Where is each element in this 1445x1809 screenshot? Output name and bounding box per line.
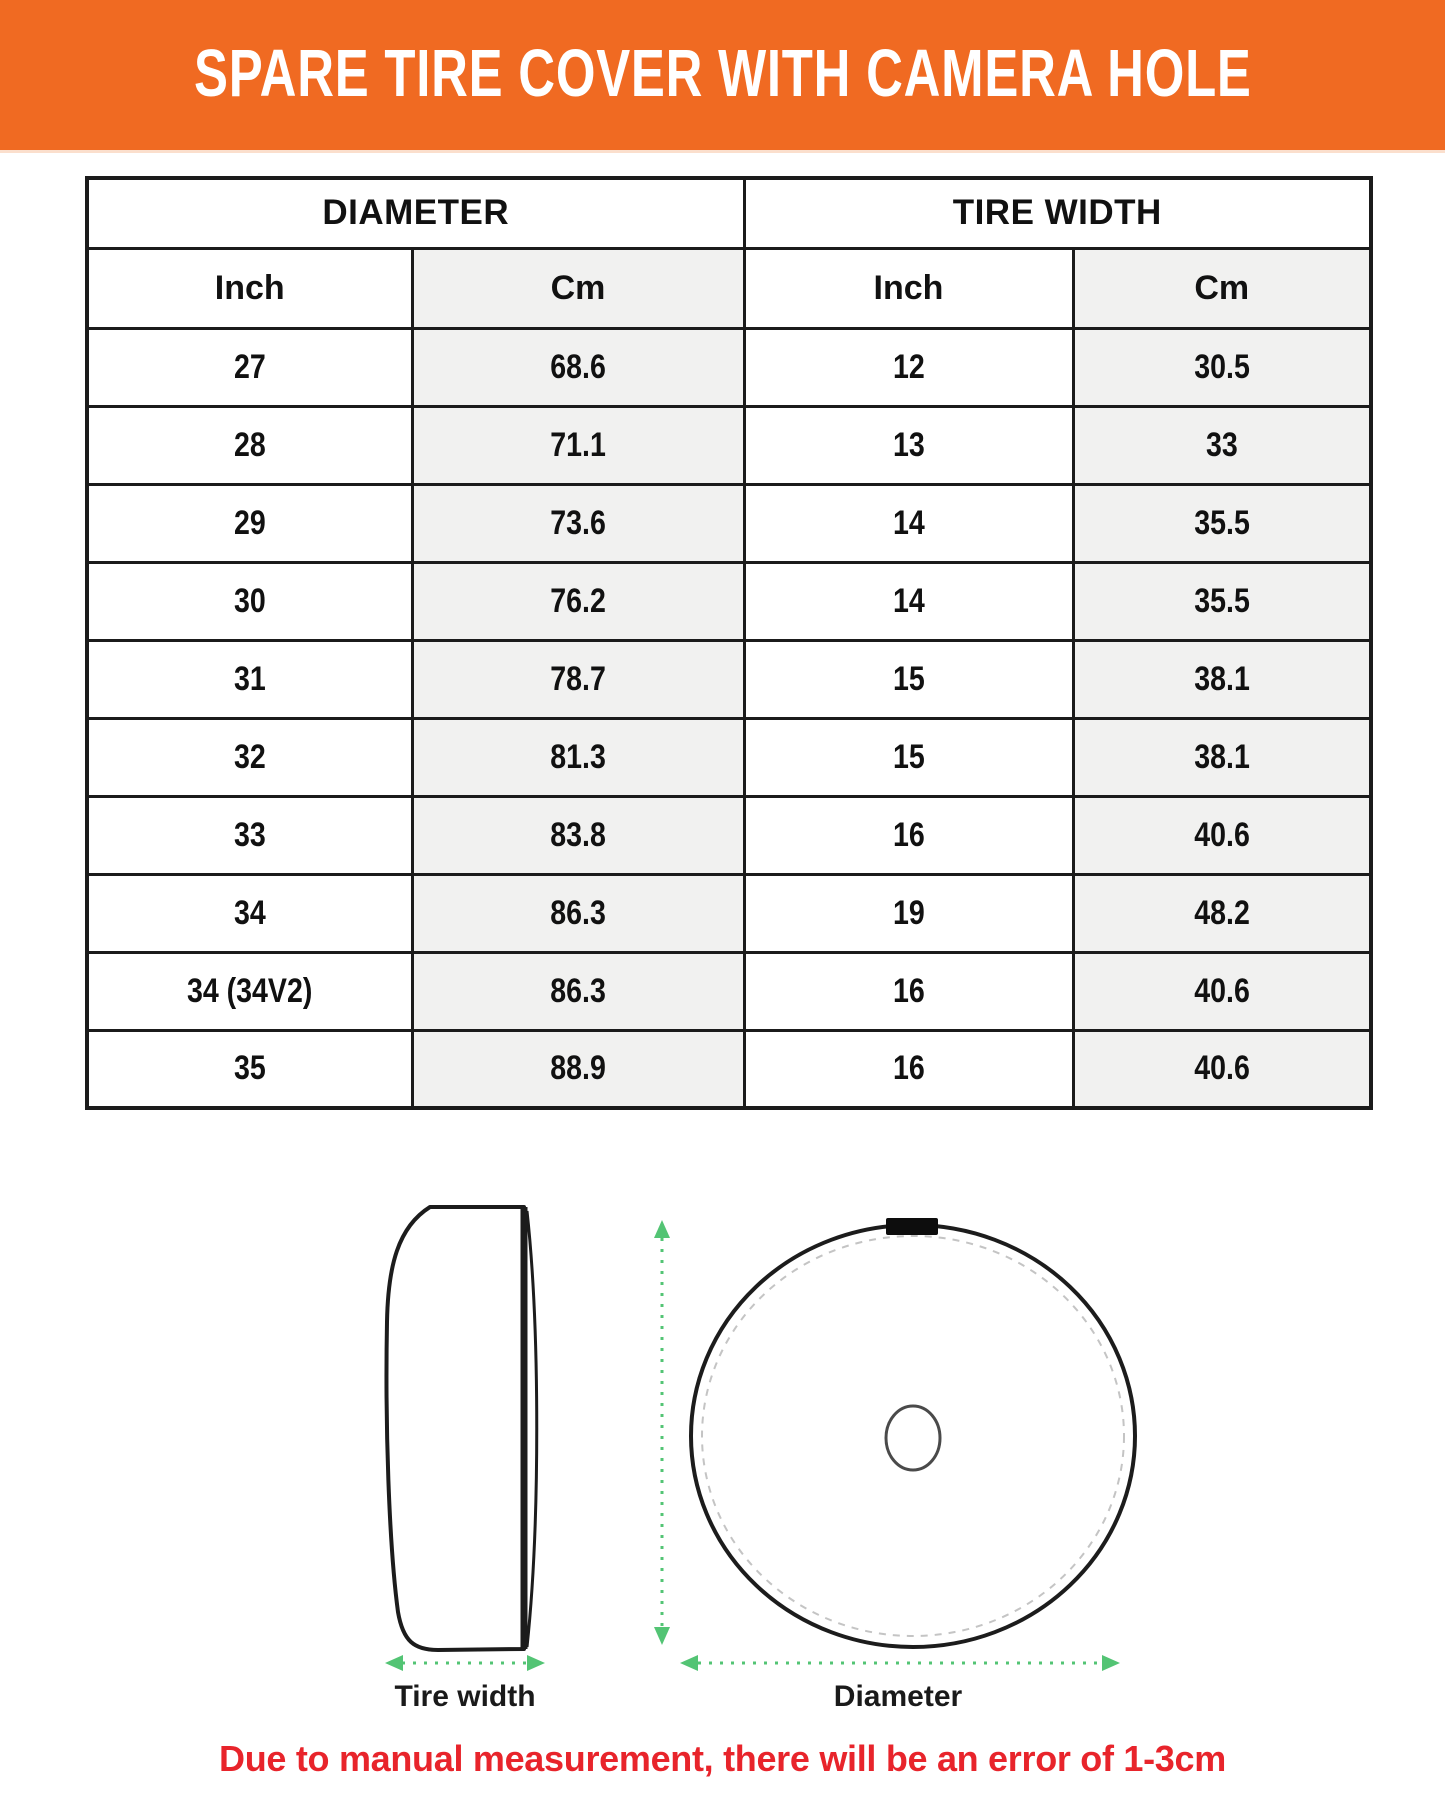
table-cell: 34 bbox=[87, 874, 412, 952]
table-cell: 38.1 bbox=[1073, 640, 1371, 718]
table-cell: 16 bbox=[744, 796, 1073, 874]
table-cell: 31 bbox=[87, 640, 412, 718]
table-row bbox=[87, 718, 1371, 796]
table-cell: 13 bbox=[744, 406, 1073, 484]
table-cell: 30.5 bbox=[1073, 328, 1371, 406]
table-cell: 33 bbox=[1073, 406, 1371, 484]
table-cell: 35 bbox=[87, 1030, 412, 1108]
table-cell: 14 bbox=[744, 484, 1073, 562]
table-cell: 86.3 bbox=[412, 874, 744, 952]
table-cell: 73.6 bbox=[412, 484, 744, 562]
height-arrow bbox=[654, 1220, 670, 1645]
table-row bbox=[87, 328, 1371, 406]
table-cell: 34 (34V2) bbox=[87, 952, 412, 1030]
table-cell: 28 bbox=[87, 406, 412, 484]
table-cell: 40.6 bbox=[1073, 1030, 1371, 1108]
tire-width-label: Tire width bbox=[394, 1680, 536, 1713]
size-table bbox=[85, 176, 1373, 1110]
group-header-tire-width: TIRE WIDTH bbox=[744, 178, 1371, 248]
page-title: SPARE TIRE COVER WITH CAMERA HOLE bbox=[193, 35, 1252, 111]
camera-hole bbox=[886, 1406, 940, 1470]
banner-edge bbox=[0, 150, 1445, 153]
group-header-row bbox=[87, 178, 1371, 248]
group-header-diameter: DIAMETER bbox=[87, 178, 744, 248]
column-header-cm-2: Cm bbox=[1073, 248, 1371, 328]
table-cell: 86.3 bbox=[412, 952, 744, 1030]
table-cell: 68.6 bbox=[412, 328, 744, 406]
table-cell: 19 bbox=[744, 874, 1073, 952]
table-cell: 78.7 bbox=[412, 640, 744, 718]
column-header-inch-1: Inch bbox=[87, 248, 412, 328]
table-body bbox=[87, 328, 1371, 1108]
table-row bbox=[87, 952, 1371, 1030]
table-row bbox=[87, 640, 1371, 718]
table-row bbox=[87, 484, 1371, 562]
size-table-wrapper bbox=[85, 176, 1369, 1110]
table-row bbox=[87, 1030, 1371, 1108]
table-cell: 15 bbox=[744, 640, 1073, 718]
table-cell: 71.1 bbox=[412, 406, 744, 484]
table-cell: 40.6 bbox=[1073, 952, 1371, 1030]
table-cell: 14 bbox=[744, 562, 1073, 640]
table-row bbox=[87, 796, 1371, 874]
measurement-note: Due to manual measurement, there will be an error of 1-3cm bbox=[219, 1738, 1226, 1779]
diameter-label: Diameter bbox=[833, 1680, 963, 1713]
tire-diagram bbox=[0, 1180, 1445, 1745]
table-cell: 15 bbox=[744, 718, 1073, 796]
column-header-inch-2: Inch bbox=[744, 248, 1073, 328]
table-cell: 16 bbox=[744, 1030, 1073, 1108]
table-cell: 40.6 bbox=[1073, 796, 1371, 874]
table-row bbox=[87, 874, 1371, 952]
table-cell: 27 bbox=[87, 328, 412, 406]
table-cell: 29 bbox=[87, 484, 412, 562]
tire-side-view bbox=[386, 1207, 536, 1650]
table-row bbox=[87, 562, 1371, 640]
column-header-cm-1: Cm bbox=[412, 248, 744, 328]
table-cell: 81.3 bbox=[412, 718, 744, 796]
table-cell: 35.5 bbox=[1073, 484, 1371, 562]
table-cell: 33 bbox=[87, 796, 412, 874]
table-cell: 38.1 bbox=[1073, 718, 1371, 796]
table-cell: 30 bbox=[87, 562, 412, 640]
table-cell: 32 bbox=[87, 718, 412, 796]
table-cell: 83.8 bbox=[412, 796, 744, 874]
table-row bbox=[87, 406, 1371, 484]
banner bbox=[0, 0, 1445, 150]
table-cell: 48.2 bbox=[1073, 874, 1371, 952]
table-cell: 12 bbox=[744, 328, 1073, 406]
table-cell: 35.5 bbox=[1073, 562, 1371, 640]
tire-front-view bbox=[691, 1218, 1135, 1647]
table-cell: 88.9 bbox=[412, 1030, 744, 1108]
tire-width-arrow bbox=[385, 1655, 545, 1671]
camera-tab bbox=[886, 1218, 938, 1235]
table-cell: 16 bbox=[744, 952, 1073, 1030]
diameter-arrow bbox=[680, 1655, 1120, 1671]
table-cell: 76.2 bbox=[412, 562, 744, 640]
column-header-row bbox=[87, 248, 1371, 328]
